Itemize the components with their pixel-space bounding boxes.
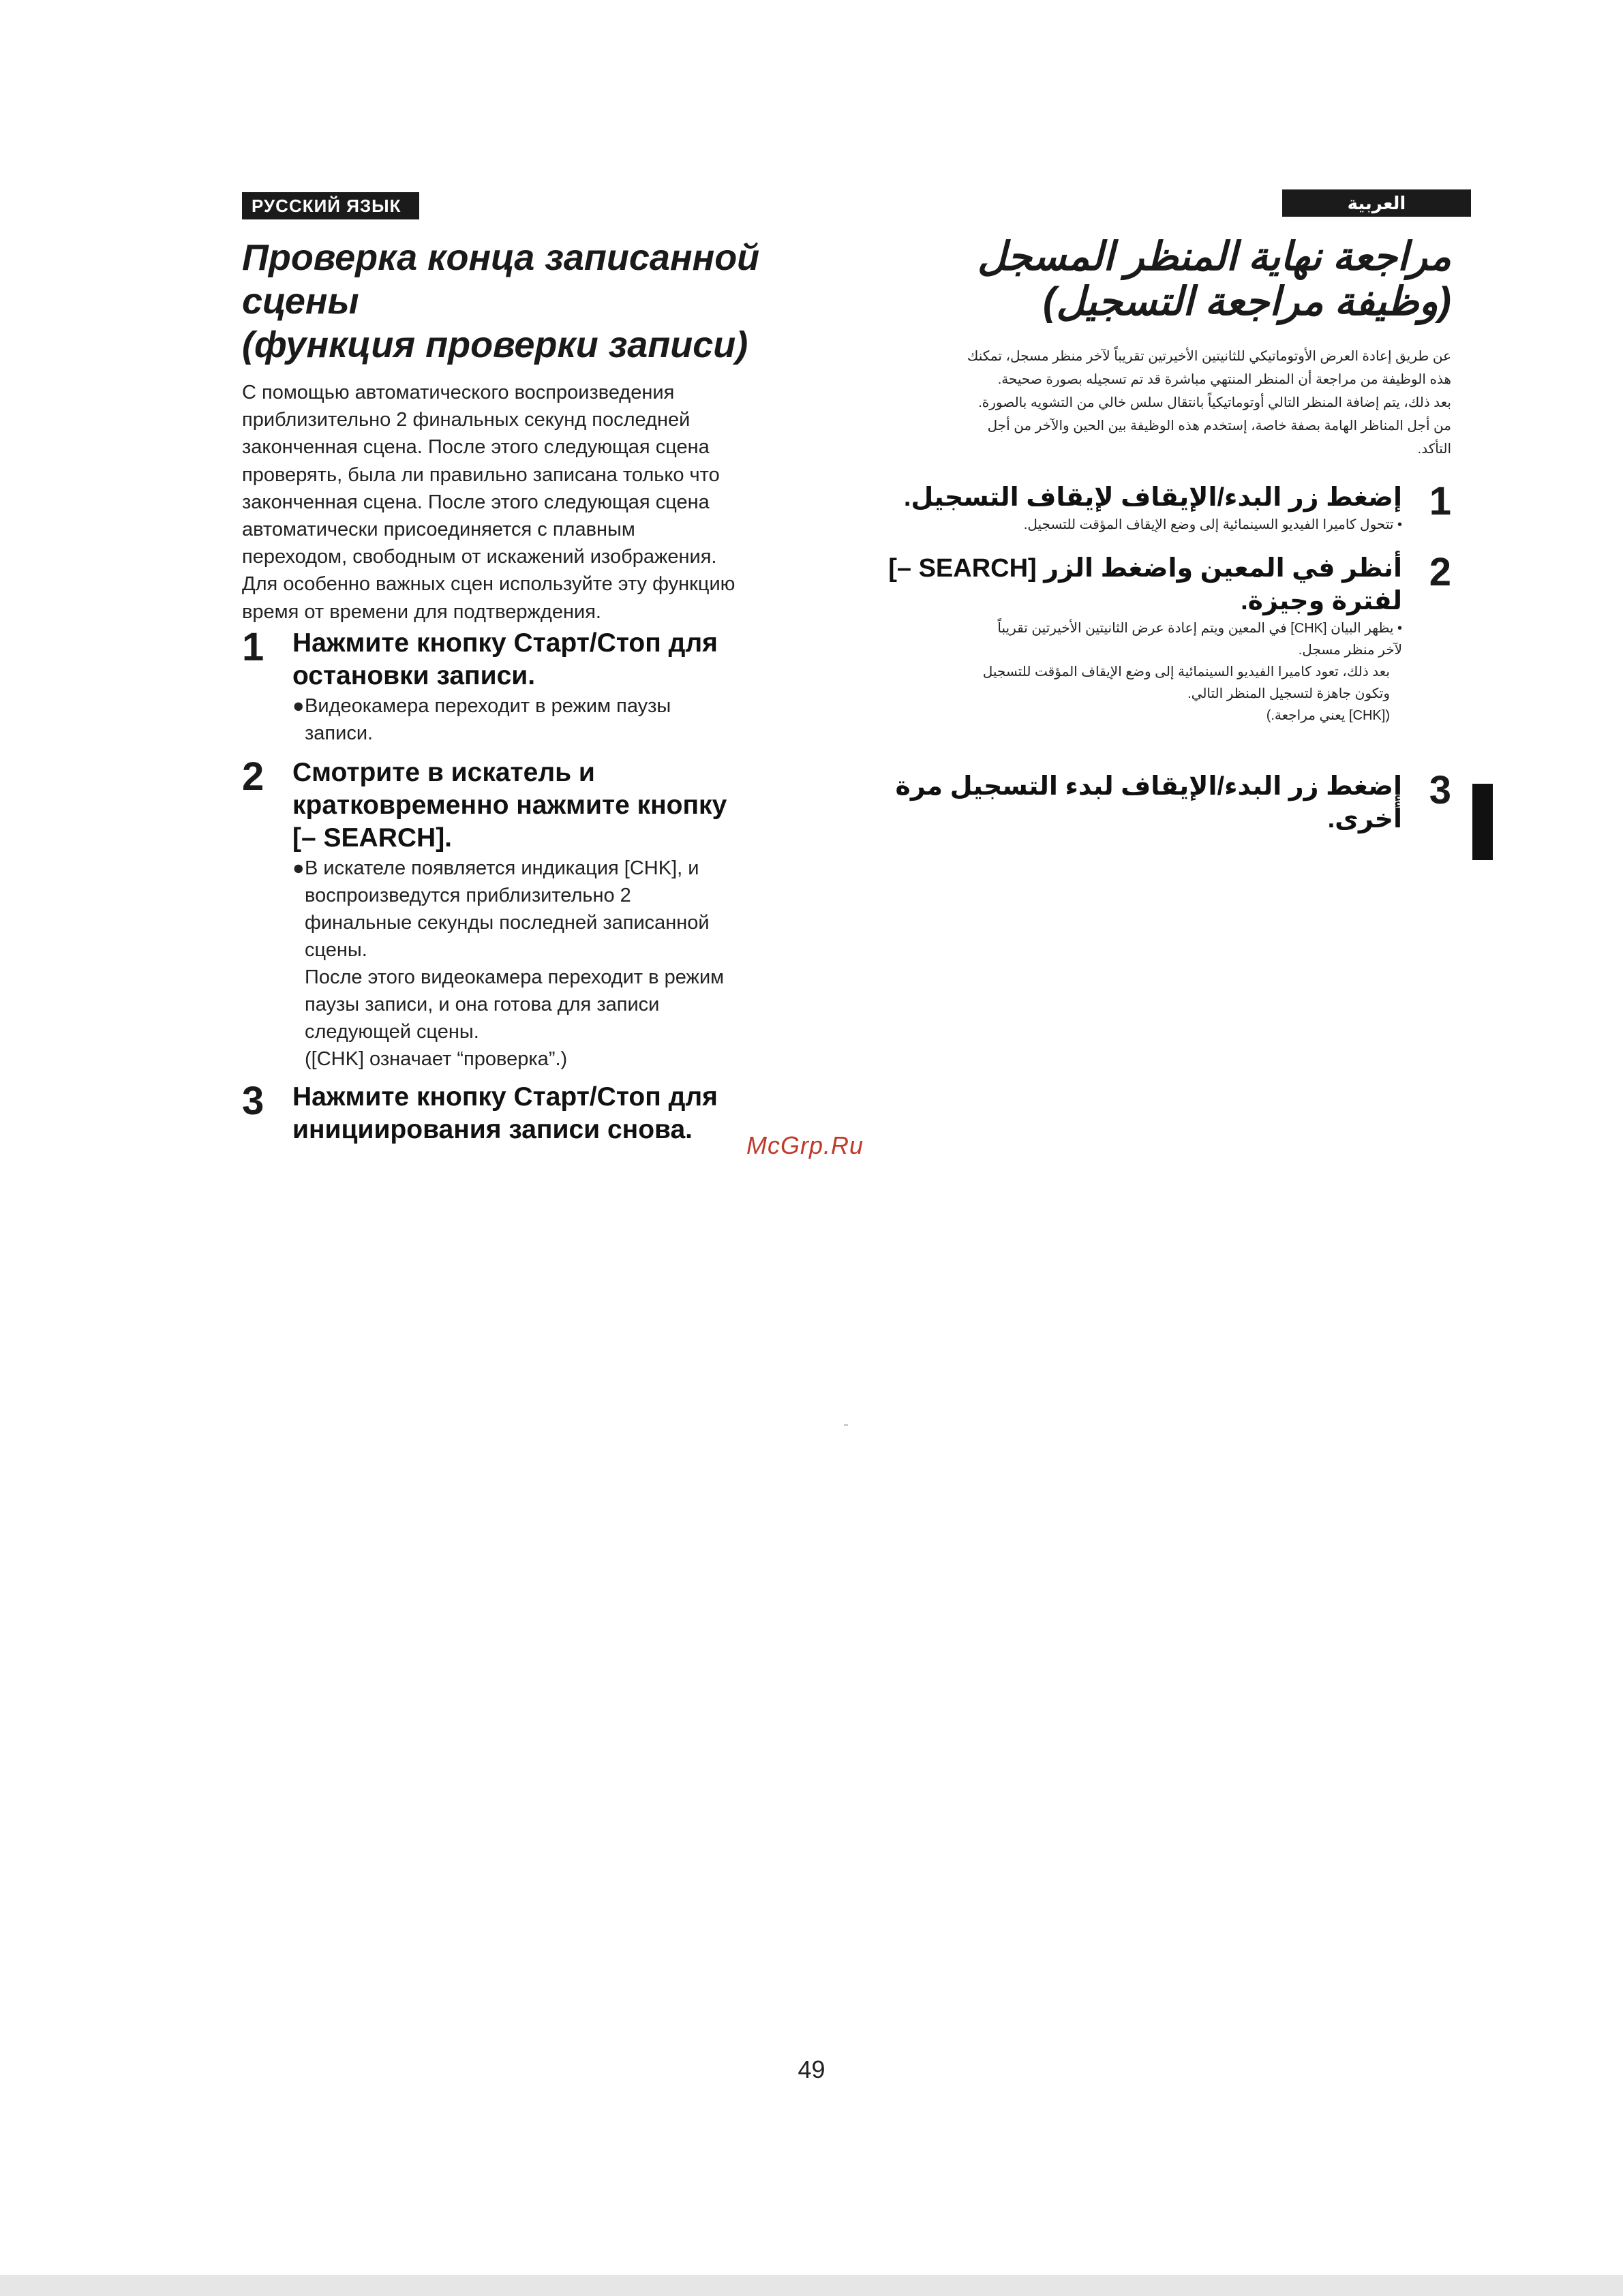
ru-bullet-line: Видеокамера переходит в режим паузы <box>305 695 671 717</box>
ru-note-line: паузы записи, и она готова для записи <box>305 994 660 1015</box>
bullet-dot-icon: ● <box>292 695 305 717</box>
ru-step-heading <box>292 756 815 855</box>
ru-intro-paragraph <box>242 379 808 626</box>
ar-step-heading-line: أنظر في المعين واضغط الزر [SEARCH –] <box>888 554 1402 583</box>
page-number: 49 <box>798 2055 825 2083</box>
ar-step-heading <box>838 481 1402 514</box>
ru-bullet-line: записи. <box>305 722 374 744</box>
ru-intro-line: автоматически присоединяется с плавным <box>242 519 635 541</box>
scan-bottom-band <box>0 2275 1623 2296</box>
ar-page-title <box>851 234 1451 324</box>
ru-step-heading-line: инициирования записи снова. <box>292 1115 693 1144</box>
ar-intro-paragraph <box>851 345 1451 461</box>
ru-step-number: 2 <box>242 754 264 799</box>
ar-step-heading-line: لفترة وجيزة. <box>1241 587 1402 615</box>
ru-step-bullet <box>292 692 815 747</box>
ar-step-number: 2 <box>1429 550 1451 594</box>
ru-intro-line: С помощью автоматического воспроизведения <box>242 382 675 403</box>
ar-step-number: 3 <box>1429 768 1451 812</box>
ru-title-line: сцены <box>242 281 359 322</box>
ar-bullet-line: • يظهر البيان [CHK] في المعين ويتم إعادة عرض الثانيتين الأخيرتين تقريباً <box>997 621 1402 636</box>
ru-note-line: ([CHK] означает “проверка”.) <box>305 1048 568 1070</box>
ar-step-3 <box>838 770 1451 836</box>
ru-intro-line: приблизительно 2 финальных секунд последней <box>242 409 691 431</box>
ru-bullet-line: воспроизведутся приблизительно 2 <box>305 885 631 906</box>
ar-note-line: بعد ذلك، تعود كاميرا الفيديو السينمائية إلى وضع الإيقاف المؤقت للتسجيل <box>982 664 1390 679</box>
ar-step-bullet <box>838 617 1402 661</box>
ru-page-title <box>242 236 808 367</box>
ru-step-heading-line: Нажмите кнопку Старт/Стоп для <box>292 1082 718 1112</box>
ru-step-1 <box>242 627 815 747</box>
ru-intro-line: переходом, свободным от искажений изображения. <box>242 546 717 568</box>
ru-title-line: Проверка конца записанной <box>242 237 760 278</box>
ar-title-line: (وظيفة مراجعة التسجيل) <box>1043 279 1451 324</box>
ru-note-line: После этого видеокамера переходит в режим <box>305 966 725 988</box>
ru-step-bullet <box>292 855 815 964</box>
watermark: McGrp.Ru <box>746 1131 864 1159</box>
ar-step-bullet <box>838 514 1402 536</box>
ru-intro-line: законченная сцена. После этого следующая сцена <box>242 491 710 513</box>
ru-bullet-line: В искателе появляется индикация [CHK], и <box>305 857 699 879</box>
ru-intro-line: проверять, была ли правильно записана только что <box>242 463 720 486</box>
ru-note-line: следующей сцены. <box>305 1021 479 1043</box>
ar-step-heading <box>838 552 1402 617</box>
ru-intro-line: Для особенно важных сцен используйте эту функцию <box>242 573 735 596</box>
ar-step-heading-line: إضغط زر البدء/الإيقاف لإيقاف التسجيل. <box>903 483 1402 512</box>
ru-step-number: 3 <box>242 1079 264 1123</box>
ru-step-3 <box>242 1081 815 1146</box>
ar-intro-line: من أجل المناظر الهامة بصفة خاصة، إستخدم هذه الوظيفة بين الحين والآخر من أجل <box>987 418 1451 433</box>
ar-step-note <box>838 661 1390 726</box>
ar-bullet-line: لآخر منظر مسجل. <box>1298 643 1402 658</box>
bullet-dot-icon: ● <box>292 857 305 879</box>
section-marker-bar <box>1472 784 1493 860</box>
language-tag-russian: РУССКИЙ ЯЗЫК <box>242 192 419 219</box>
ar-title-line: مراجعة نهاية المنظر المسجل <box>977 234 1451 279</box>
ar-intro-line: بعد ذلك، يتم إضافة المنظر التالي أوتوماتيكياً بانتقال سلس خالي من التشويه بالصورة. <box>978 395 1451 410</box>
ru-step-heading-line: [– SEARCH]. <box>292 823 453 853</box>
ar-bullet-line: • تتحول كاميرا الفيديو السينمائية إلى وضع الإيقاف المؤقت للتسجيل. <box>1023 517 1402 532</box>
ru-step-number: 1 <box>242 625 264 669</box>
ru-step-heading-line: кратковременно нажмите кнопку <box>292 791 727 820</box>
ru-step-heading-line: Нажмите кнопку Старт/Стоп для <box>292 628 718 658</box>
ar-step-heading <box>838 770 1402 836</box>
ar-note-line: وتكون جاهزة لتسجيل المنظر التالي. <box>1187 686 1390 701</box>
ru-step-heading-line: Смотрите в искатель и <box>292 758 595 787</box>
ru-intro-line: законченная сцена. После этого следующая сцена <box>242 436 710 459</box>
ru-bullet-line: финальные секунды последней записанной <box>305 912 710 934</box>
scan-artifact <box>844 1424 848 1426</box>
ru-title-line: (функция проверки записи) <box>242 324 748 365</box>
ar-step-number: 1 <box>1429 479 1451 523</box>
ar-step-heading-line: إضغط زر البدء/الإيقاف لبدء التسجيل مرة أخرى. <box>895 772 1402 833</box>
ru-bullet-line: сцены. <box>305 939 367 961</box>
language-tag-arabic: العربية <box>1282 189 1471 217</box>
ar-intro-line: هذه الوظيفة من مراجعة أن المنظر المنتهي مباشرة قد تم تسجيله بصورة صحيحة. <box>997 372 1451 387</box>
ar-step-1 <box>838 481 1451 536</box>
ar-step-2 <box>838 552 1451 726</box>
ru-intro-line: время от времени для подтверждения. <box>242 600 601 623</box>
ru-step-heading <box>292 1081 815 1146</box>
ru-step-heading <box>292 627 815 692</box>
ru-step-note <box>305 964 815 1073</box>
ar-note-line: ([CHK] يعني مراجعة.) <box>1266 708 1390 723</box>
ar-intro-line: عن طريق إعادة العرض الأوتوماتيكي للثانيتين الأخيرتين تقريباً لآخر منظر مسجل، تمكنك <box>967 349 1451 364</box>
ar-intro-line: التأكد. <box>1417 442 1451 457</box>
ru-step-heading-line: остановки записи. <box>292 661 536 690</box>
ru-step-2 <box>242 756 815 1073</box>
